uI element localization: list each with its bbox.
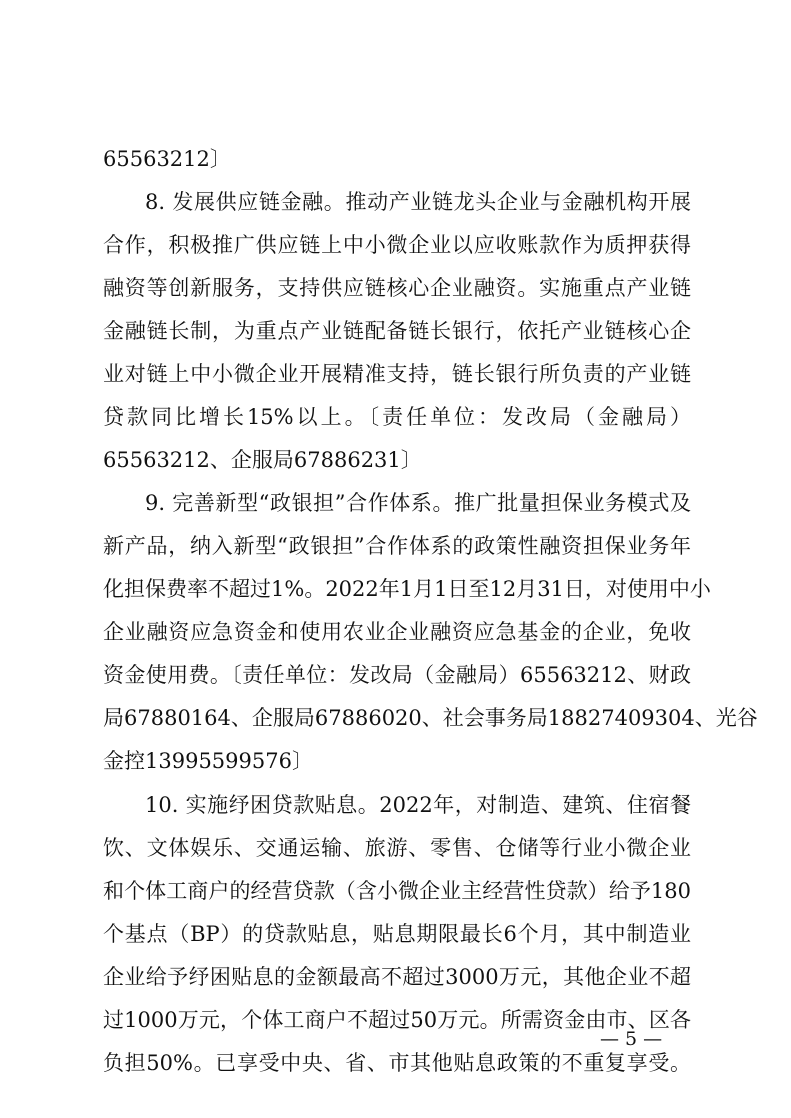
text-line: 融资等创新服务，支持供应链核心企业融资。实施重点产业链	[103, 276, 691, 300]
text-line: 企业融资应急资金和使用农业企业融资应急基金的企业，免收	[103, 620, 691, 644]
text-line: 资金使用费。〔责任单位：发改局（金融局）65563212、财政	[103, 663, 691, 687]
text-line: 合作，积极推广供应链上中小微企业以应收账款作为质押获得	[103, 233, 691, 257]
text-line: 企业给予纾困贴息的金额最高不超过3000万元，其他企业不超	[103, 965, 691, 989]
text-line: 局67880164、企服局67886020、社会事务局18827409304、光谷	[103, 706, 758, 730]
paragraph-8-heading-line: 8. 发展供应链金融。推动产业链龙头企业与金融机构开展	[145, 190, 691, 214]
text-line: 化担保费率不超过1%。2022年1月1日至12月31日，对使用中小	[103, 577, 711, 601]
text-line: 金控13995599576〕	[103, 749, 313, 773]
text-line: 贷款同比增长15%以上。〔责任单位：发改局（金融局）	[103, 405, 691, 429]
text-line: 过1000万元，个体工商户不超过50万元。所需资金由市、区各	[103, 1008, 691, 1032]
body-text	[103, 138, 758, 1085]
paragraph-9-heading-line: 9. 完善新型“政银担”合作体系。推广批量担保业务模式及	[145, 491, 691, 515]
text-line: 和个体工商户的经营贷款（含小微企业主经营性贷款）给予180	[103, 879, 691, 903]
paragraph-10-heading-line: 10. 实施纾困贷款贴息。2022年，对制造、建筑、住宿餐	[145, 793, 691, 817]
text-line: 业对链上中小微企业开展精准支持，链长银行所负责的产业链	[103, 362, 691, 386]
text-line: 金融链长制，为重点产业链配备链长银行，依托产业链核心企	[103, 319, 691, 343]
page-number: — 5 —	[600, 1028, 663, 1050]
text-line: 个基点（BP）的贷款贴息，贴息期限最长6个月，其中制造业	[103, 922, 691, 946]
text-line: 饮、文体娱乐、交通运输、旅游、零售、仓储等行业小微企业	[103, 836, 691, 860]
text-line: 65563212、企服局67886231〕	[103, 448, 422, 472]
text-line: 65563212〕	[103, 147, 231, 171]
text-line: 新产品，纳入新型“政银担”合作体系的政策性融资担保业务年	[103, 534, 691, 558]
text-line: 负担50%。已享受中央、省、市其他贴息政策的不重复享受。	[103, 1051, 691, 1075]
